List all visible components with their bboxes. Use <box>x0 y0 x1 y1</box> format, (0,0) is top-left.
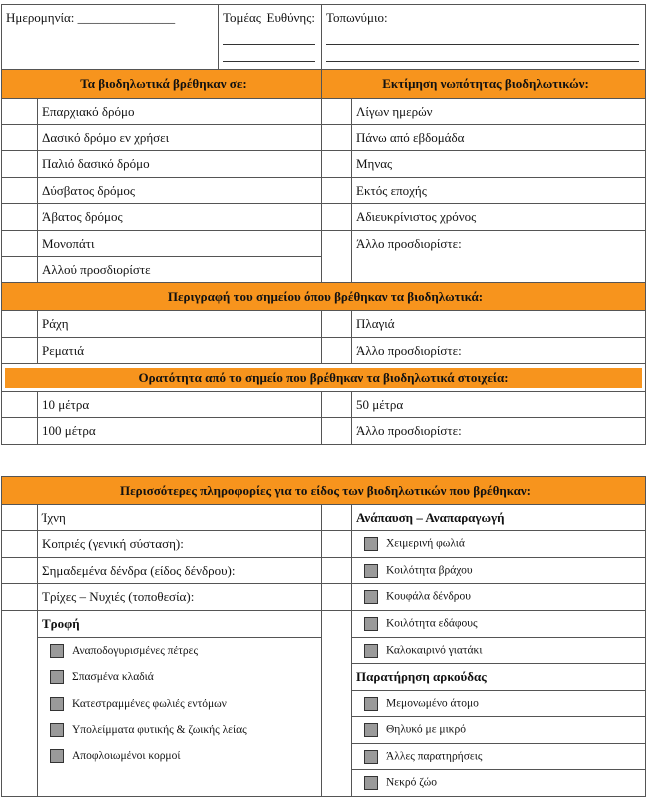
info-item: Κοπριές (γενική σύσταση): <box>38 531 322 558</box>
checkbox[interactable] <box>364 590 378 604</box>
rest-item: Χειμερινή φωλιά <box>386 537 465 550</box>
food-item: Υπολείμματα φυτικής & ζωικής λείας <box>72 724 247 736</box>
checkbox-cell[interactable] <box>2 99 38 125</box>
checkbox-cell[interactable] <box>2 257 38 283</box>
freshness-item: Μηνας <box>352 151 646 178</box>
freshness-item: Πάνω από εβδομάδα <box>352 125 646 151</box>
visibility-item: Άλλο προσδιορίστε: <box>352 418 646 445</box>
checkbox[interactable] <box>50 723 64 737</box>
checkbox-cell[interactable] <box>322 231 352 283</box>
spot-item: Πλαγιά <box>352 311 646 338</box>
food-item: Αποφλοιωμένοι κορμοί <box>72 750 181 762</box>
section3-title: Ορατότητα από το σημείο που βρέθηκαν τα βιοδηλωτικά στοιχεία: <box>5 368 642 388</box>
checkbox-cell[interactable] <box>2 558 38 584</box>
section4-title: Περισσότερες πληροφορίες για το είδος των βιοδηλωτικών που βρέθηκαν: <box>2 477 646 505</box>
section2-title: Περιγραφή του σημείου όπου βρέθηκαν τα βιοδηλωτικά: <box>2 283 646 311</box>
checkbox[interactable] <box>364 776 378 790</box>
info-item: Σημαδεμένα δένδρα (είδος δένδρου): <box>38 558 322 584</box>
obs-item: Νεκρό ζώο <box>386 776 437 789</box>
location-item: Αλλού προσδιορίστε <box>38 257 322 283</box>
place-line-2[interactable] <box>326 49 639 62</box>
info-item: Ίχνη <box>38 505 322 531</box>
checkbox-cell[interactable] <box>2 338 38 364</box>
spot-item: Άλλο προσδιορίστε: <box>352 338 646 364</box>
obs-item: Άλλες παρατηρήσεις <box>386 750 483 763</box>
place-label: Τοπωνύμιο: <box>326 10 388 25</box>
checkbox-cell[interactable] <box>2 178 38 204</box>
rest-item: Κοιλότητα εδάφους <box>386 617 478 630</box>
checkbox-cell[interactable] <box>322 204 352 231</box>
checkbox-cell[interactable] <box>322 151 352 178</box>
checkbox-cell[interactable] <box>2 204 38 231</box>
checkbox[interactable] <box>364 697 378 711</box>
visibility-item: 50 μέτρα <box>352 392 646 418</box>
checkbox-cell[interactable] <box>322 125 352 151</box>
date-cell <box>2 5 322 70</box>
sector-label: Τομέας <box>223 10 261 25</box>
date-label: Ημερομηνία: <box>6 10 75 25</box>
obs-title: Παρατήρηση αρκούδας <box>352 664 646 691</box>
location-item: Δασικό δρόμο εν χρήσει <box>38 125 322 151</box>
checkbox-cell[interactable] <box>2 418 38 445</box>
sector-line-2[interactable] <box>223 49 315 62</box>
rest-item: Κουφάλα δένδρου <box>386 590 471 603</box>
checkbox-cell[interactable] <box>2 311 38 338</box>
visibility-item: 10 μέτρα <box>38 392 322 418</box>
checkbox-cell[interactable] <box>2 392 38 418</box>
bottom-form <box>1 476 646 797</box>
section1-left-title: Τα βιοδηλωτικά βρέθηκαν σε: <box>2 70 322 99</box>
checkbox[interactable] <box>364 750 378 764</box>
freshness-item: Λίγων ημερών <box>352 99 646 125</box>
top-form <box>1 4 646 445</box>
checkbox-cell[interactable] <box>322 99 352 125</box>
spot-item: Ρεματιά <box>38 338 322 364</box>
rest-item: Καλοκαιρινό γιατάκι <box>386 644 483 657</box>
rest-item: Κοιλότητα βράχου <box>386 564 473 577</box>
food-title: Τροφή <box>38 611 322 638</box>
visibility-item: 100 μέτρα <box>38 418 322 445</box>
checkbox-cell[interactable] <box>322 531 352 558</box>
freshness-item: Άλλο προσδιορίστε: <box>352 231 646 283</box>
checkbox[interactable] <box>50 670 64 684</box>
checkbox[interactable] <box>50 749 64 763</box>
obs-item: Μεμονωμένο άτομο <box>386 697 479 710</box>
location-item: Παλιό δασικό δρόμο <box>38 151 322 178</box>
freshness-item: Αδιευκρίνιστος χρόνος <box>352 204 646 231</box>
date-blank[interactable]: _______________ <box>77 10 176 25</box>
checkbox-cell[interactable] <box>322 392 352 418</box>
info-item: Τρίχες – Νυχιές (τοποθεσία): <box>38 584 322 611</box>
spot-item: Ράχη <box>38 311 322 338</box>
checkbox[interactable] <box>364 617 378 631</box>
place-line-1[interactable] <box>326 32 639 45</box>
checkbox[interactable] <box>50 644 64 658</box>
sector-line-1[interactable] <box>223 32 315 45</box>
checkbox-cell[interactable] <box>2 125 38 151</box>
food-item: Αναποδογυρισμένες πέτρες <box>72 645 199 657</box>
rest-title: Ανάπαυση – Αναπαραγωγή <box>352 505 646 531</box>
checkbox-cell[interactable] <box>2 505 38 531</box>
section1-right-title: Εκτίμηση νωπότητας βιοδηλωτικών: <box>322 70 646 99</box>
checkbox-cell[interactable] <box>322 584 352 611</box>
freshness-item: Εκτός εποχής <box>352 178 646 204</box>
checkbox[interactable] <box>364 723 378 737</box>
checkbox-cell[interactable] <box>2 584 38 611</box>
obs-item: Θηλυκό με μικρό <box>386 723 466 736</box>
checkbox-cell[interactable] <box>322 311 352 338</box>
checkbox[interactable] <box>364 564 378 578</box>
location-item: Επαρχιακό δρόμο <box>38 99 322 125</box>
checkbox-cell[interactable] <box>2 151 38 178</box>
food-list <box>38 638 322 797</box>
checkbox[interactable] <box>364 644 378 658</box>
checkbox[interactable] <box>50 697 64 711</box>
checkbox-cell[interactable] <box>322 178 352 204</box>
checkbox-cell[interactable] <box>322 418 352 445</box>
checkbox-cell[interactable] <box>2 531 38 558</box>
location-item: Άβατος δρόμος <box>38 204 322 231</box>
food-item: Κατεστραμμένες φωλιές εντόμων <box>72 698 227 710</box>
checkbox-cell[interactable] <box>2 231 38 257</box>
responsible-label: Ευθύνης: <box>266 10 315 25</box>
place-cell <box>322 5 646 70</box>
checkbox[interactable] <box>364 537 378 551</box>
checkbox-cell[interactable] <box>322 611 352 797</box>
checkbox-cell[interactable] <box>322 338 352 364</box>
checkbox-cell[interactable] <box>322 505 352 531</box>
food-item: Σπασμένα κλαδιά <box>72 671 154 683</box>
location-item: Δύσβατος δρόμος <box>38 178 322 204</box>
checkbox-cell[interactable] <box>322 558 352 584</box>
location-item: Μονοπάτι <box>38 231 322 257</box>
checkbox-cell[interactable] <box>2 611 38 797</box>
